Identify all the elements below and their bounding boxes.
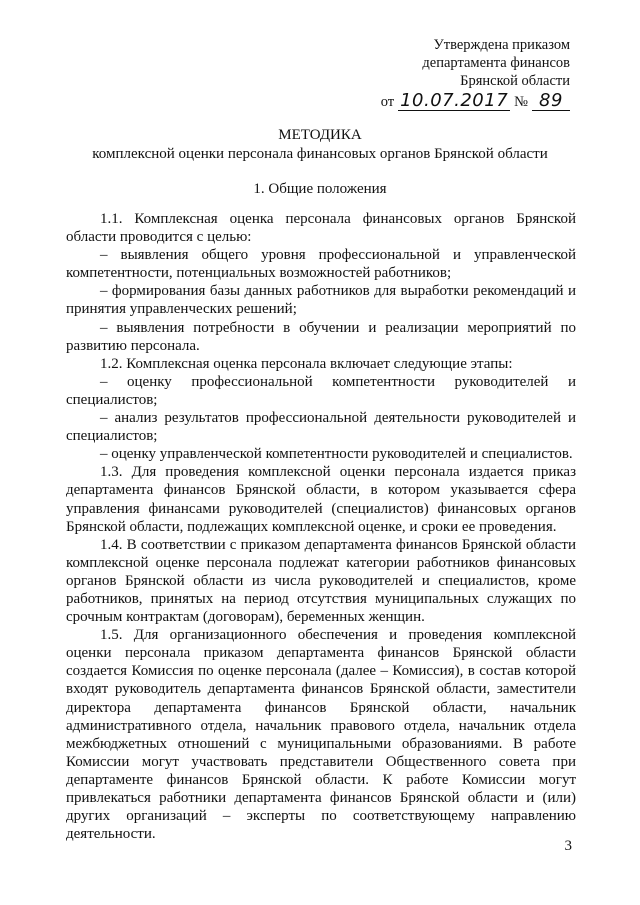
paragraph-1-3: 1.3. Для проведения комплексной оценки персонала издается приказ департамента финансов Брянской области, в котором указывается сфера управления финансами руководителей (специалистов) финансовых органов Брянской области, подлежащих комплексной оценке, и сроки ее проведения.: [66, 464, 576, 535]
list-item: – оценку профессиональной компетентности руководителей и специалистов;: [66, 373, 576, 408]
approval-line-1: Утверждена приказом: [433, 37, 570, 53]
title-heading: МЕТОДИКА: [278, 127, 362, 143]
section-heading: 1. Общие положения: [253, 181, 387, 197]
list-item: – анализ результатов профессиональной деятельности руководителей и специалистов;: [66, 410, 576, 445]
handwritten-number: 89: [532, 92, 570, 111]
document-title: [0, 126, 640, 164]
paragraph-1-5: 1.5. Для организационного обеспечения и проведения комплексной оценки персонала приказом департамента финансов Брянской области создается Комиссия по оценке персонала (далее – Комиссия), в состав которой входят руководитель департамента финансов Брянской области, заместители директора департамента финансов Брянской области, начальник административного отдела, начальник правового отдела, начальник отдела межбюджетных отношений с муниципальными образованиями. В работе Комиссии могут участвовать представители Общественного совета при департаменте финансов Брянской области. К работе Комиссии могут привлекаться работники департамента финансов Брянской области и (или) других организаций – эксперты по соответствующему направлению деятельности.: [66, 627, 576, 843]
list-item: – формирования базы данных работников для выработки рекомендаций и принятия управленческих решений;: [66, 283, 576, 318]
approval-date-number: [310, 92, 570, 111]
approval-line-3: Брянской области: [460, 73, 570, 89]
paragraph-1-4: 1.4. В соответствии с приказом департамента финансов Брянской области комплексной оценке персонала подлежат категории работников финансовых органов Брянской области из числа руководителей и специалистов, кроме работников, принятых на период отсутствия муниципальных служащих по срочным контрактам (договорам), беременных женщин.: [66, 536, 576, 626]
title-subheading: комплексной оценки персонала финансовых органов Брянской области: [92, 146, 548, 162]
date-prefix: от: [380, 94, 395, 110]
page-number: 3: [564, 838, 572, 854]
list-item: – выявления общего уровня профессиональной и управленческой компетентности, потенциальных возможностей работников;: [66, 247, 576, 282]
paragraph-1-2: 1.2. Комплексная оценка персонала включает следующие этапы:: [100, 355, 513, 372]
handwritten-date: 10.07.2017: [400, 90, 509, 111]
paragraph-1-1: 1.1. Комплексная оценка персонала финансовых органов Брянской области проводится с целью:: [66, 211, 576, 246]
list-item: – оценку управленческой компетентности руководителей и специалистов.: [100, 446, 573, 463]
document-body: [66, 210, 576, 843]
list-item: – выявления потребности в обучении и реализации мероприятий по развитию персонала.: [66, 319, 576, 354]
approval-line-2: департамента финансов: [422, 55, 570, 71]
approval-stamp: [310, 36, 570, 111]
number-prefix: №: [514, 94, 528, 110]
